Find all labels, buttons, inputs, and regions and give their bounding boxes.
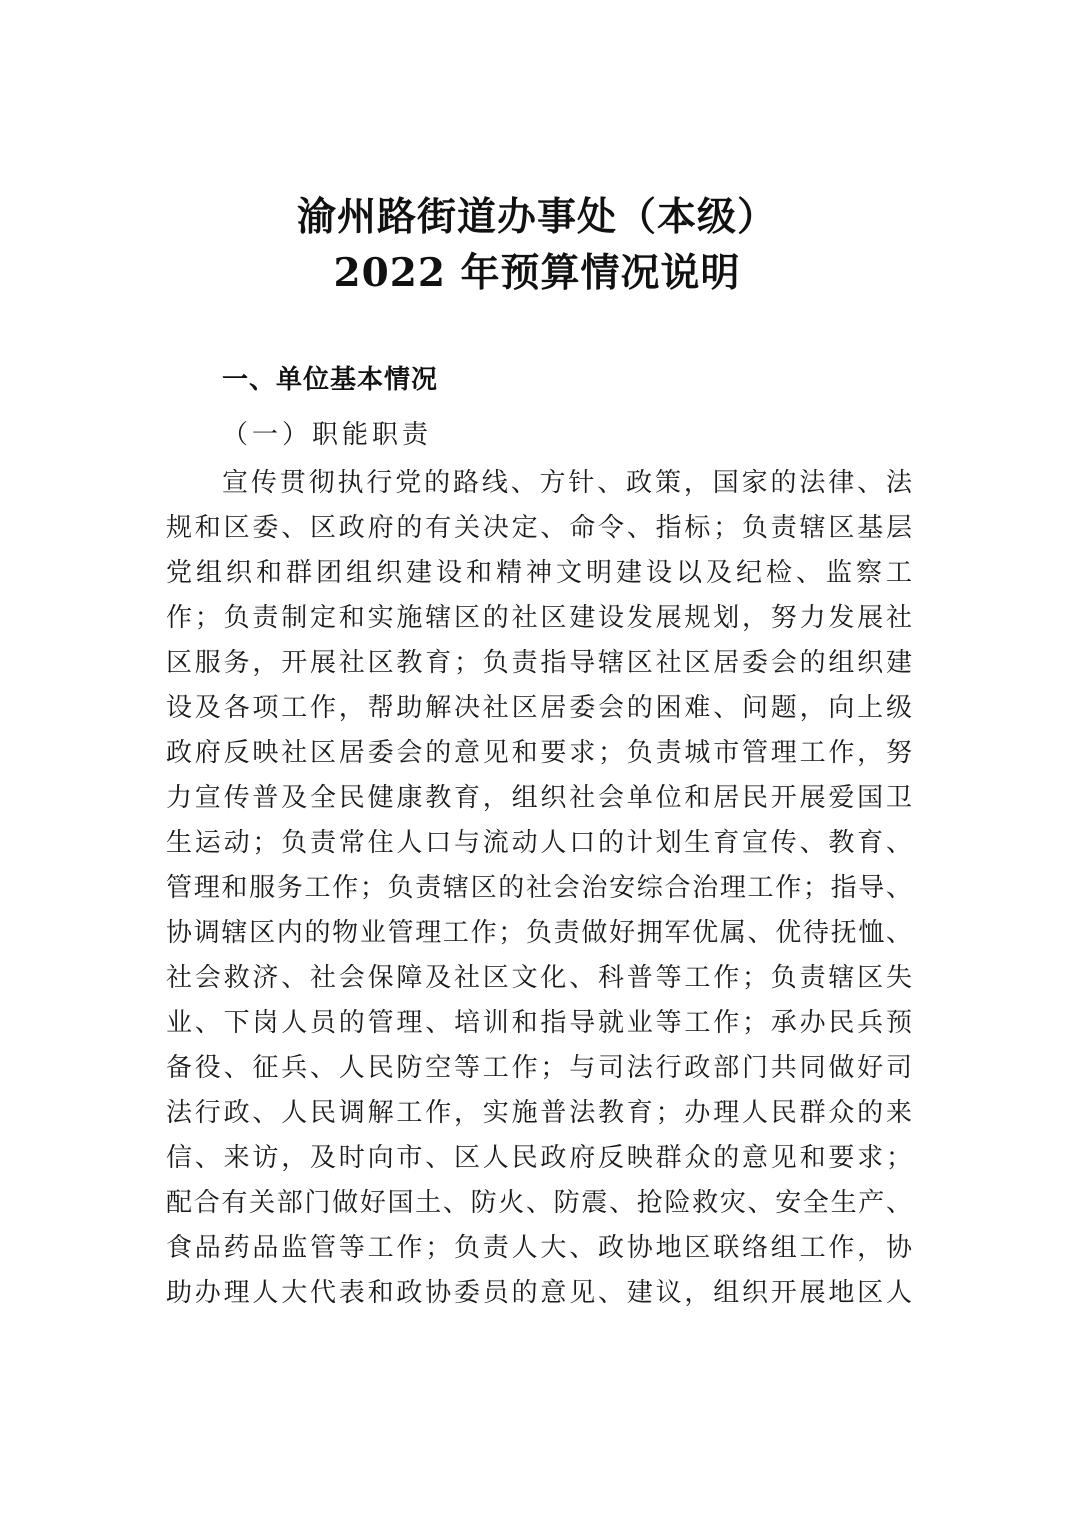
paragraph-line: 信、来访，及时向市、区人民政府反映群众的意见和要求； — [166, 1143, 912, 1173]
subsection-heading: （一）职能职责 — [222, 420, 433, 450]
paragraph-line: 宣传贯彻执行党的路线、方针、政策，国家的法律、法 — [222, 468, 912, 498]
document-title-line1: 渝州路街道办事处（本级） — [296, 194, 777, 240]
paragraph-line: 规和区委、区政府的有关决定、命令、指标；负责辖区基层 — [166, 513, 912, 543]
paragraph-line: 助办理人大代表和政协委员的意见、建议，组织开展地区人 — [166, 1278, 912, 1308]
paragraph-line: 政府反映社区居委会的意见和要求；负责城市管理工作，努 — [166, 738, 912, 768]
paragraph-line: 社会救济、社会保障及社区文化、科普等工作；负责辖区失 — [166, 963, 912, 993]
paragraph-line: 区服务，开展社区教育；负责指导辖区社区居委会的组织建 — [166, 648, 912, 678]
paragraph-line: 备役、征兵、人民防空等工作；与司法行政部门共同做好司 — [166, 1053, 912, 1083]
paragraph-line: 法行政、人民调解工作，实施普法教育；办理人民群众的来 — [166, 1098, 912, 1128]
paragraph-line: 业、下岗人员的管理、培训和指导就业等工作；承办民兵预 — [166, 1008, 912, 1038]
section-heading: 一、单位基本情况 — [222, 365, 439, 395]
paragraph-line: 作；负责制定和实施辖区的社区建设发展规划，努力发展社 — [166, 603, 912, 633]
paragraph-line: 生运动；负责常住人口与流动人口的计划生育宣传、教育、 — [166, 828, 912, 858]
paragraph-line: 设及各项工作，帮助解决社区居委会的困难、问题，向上级 — [166, 693, 912, 723]
paragraph-line: 协调辖区内的物业管理工作；负责做好拥军优属、优待抚恤、 — [166, 918, 912, 948]
paragraph-line: 力宣传普及全民健康教育，组织社会单位和居民开展爱国卫 — [166, 783, 912, 813]
paragraph-line: 配合有关部门做好国土、防火、防震、抢险救灾、安全生产、 — [166, 1188, 912, 1218]
document-title-line2: 2022 年预算情况说明 — [333, 250, 741, 296]
paragraph-line: 党组织和群团组织建设和精神文明建设以及纪检、监察工 — [166, 558, 912, 588]
paragraph-line: 食品药品监管等工作；负责人大、政协地区联络组工作，协 — [166, 1233, 912, 1263]
paragraph-line: 管理和服务工作；负责辖区的社会治安综合治理工作；指导、 — [166, 873, 912, 903]
paragraph-body — [166, 461, 912, 1316]
